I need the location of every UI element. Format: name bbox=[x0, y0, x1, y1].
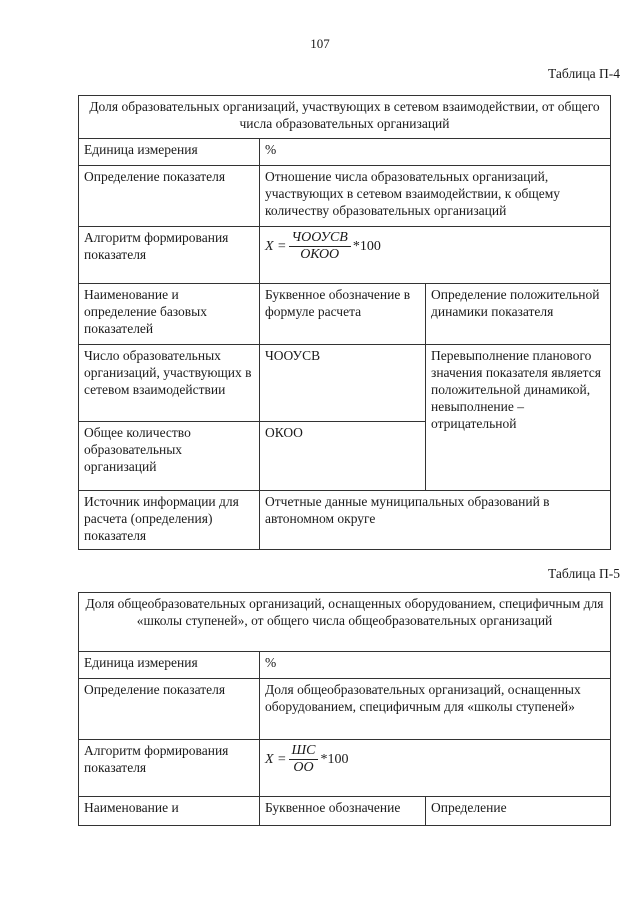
base-row-name: Число образовательных организаций, участвующих в сетевом взаимодействии bbox=[79, 345, 260, 422]
formula-multiplier: *100 bbox=[320, 751, 349, 767]
table-caption-p5: Таблица П-5 bbox=[548, 566, 620, 581]
formula-numerator: ЧООУСВ bbox=[289, 230, 351, 247]
fraction bbox=[289, 230, 351, 263]
table-p5 bbox=[78, 592, 611, 826]
formula bbox=[265, 743, 348, 776]
page-number: 107 bbox=[310, 36, 330, 51]
definition-value: Отношение числа образовательных организаций, участвующих в сетевом взаимодействии, к общему количеству образовательных организаций bbox=[260, 166, 611, 227]
dynamics-value: Перевыполнение планового значения показателя является положительной динамикой, невыполнение – отрицательной bbox=[426, 345, 611, 491]
base-header-name: Наименование и bbox=[79, 797, 260, 826]
definition-label: Определение показателя bbox=[79, 679, 260, 740]
unit-label: Единица измерения bbox=[79, 139, 260, 166]
definition-value: Доля общеобразовательных организаций, оснащенных оборудованием, специфичным для «школы ступеней» bbox=[260, 679, 611, 740]
base-header-name: Наименование и определение базовых показателей bbox=[79, 284, 260, 345]
formula-lhs: X = bbox=[265, 238, 287, 254]
formula-denominator: ОО bbox=[293, 760, 314, 776]
algorithm-label: Алгоритм формирования показателя bbox=[79, 227, 260, 284]
table-title: Доля образовательных организаций, участвующих в сетевом взаимодействии, от общего числа образовательных организаций bbox=[79, 96, 611, 139]
formula-cell bbox=[260, 227, 611, 284]
base-header-dynamics: Определение bbox=[426, 797, 611, 826]
table-p4 bbox=[78, 95, 611, 550]
algorithm-label: Алгоритм формирования показателя bbox=[79, 740, 260, 797]
base-row-letter: ЧООУСВ bbox=[260, 345, 426, 422]
table-caption-p4: Таблица П-4 bbox=[548, 66, 620, 81]
source-label: Источник информации для расчета (определения) показателя bbox=[79, 491, 260, 550]
source-value: Отчетные данные муниципальных образований в автономном округе bbox=[260, 491, 611, 550]
unit-label: Единица измерения bbox=[79, 652, 260, 679]
formula-lhs: X = bbox=[265, 751, 287, 767]
fraction bbox=[289, 743, 319, 776]
unit-value: % bbox=[260, 139, 611, 166]
base-row-letter: ОКОО bbox=[260, 422, 426, 491]
table-title: Доля общеобразовательных организаций, оснащенных оборудованием, специфичным для «школы ступеней», от общего числа общеобразовательных организаций bbox=[79, 593, 611, 652]
formula bbox=[265, 230, 381, 263]
formula-numerator: ШС bbox=[289, 743, 319, 760]
definition-label: Определение показателя bbox=[79, 166, 260, 227]
formula-cell bbox=[260, 740, 611, 797]
formula-denominator: ОКОО bbox=[300, 247, 340, 263]
formula-multiplier: *100 bbox=[352, 238, 381, 254]
unit-value: % bbox=[260, 652, 611, 679]
base-header-letter: Буквенное обозначение bbox=[260, 797, 426, 826]
base-header-dynamics: Определение положительной динамики показателя bbox=[426, 284, 611, 345]
base-header-letter: Буквенное обозначение в формуле расчета bbox=[260, 284, 426, 345]
base-row-name: Общее количество образовательных организаций bbox=[79, 422, 260, 491]
